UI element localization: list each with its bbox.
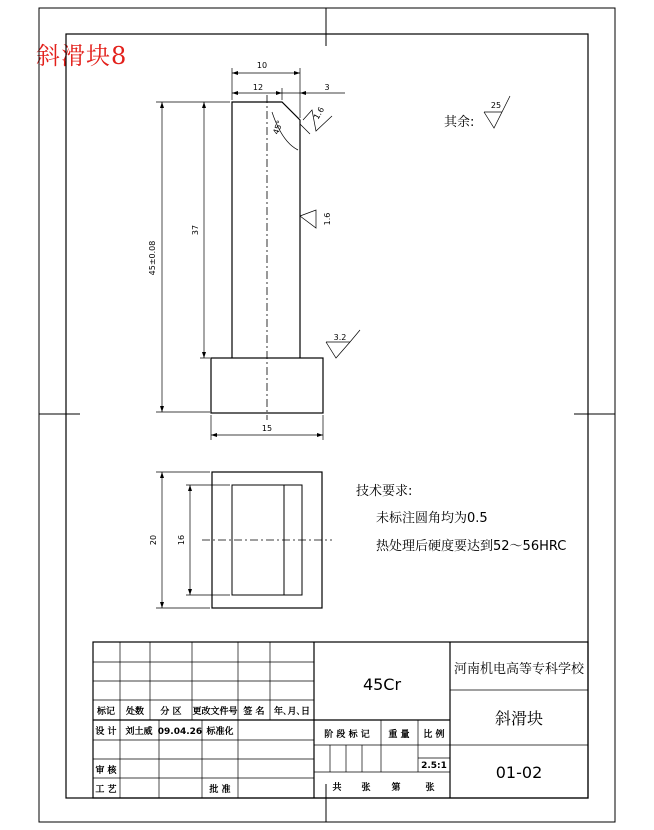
dim-top-width: 10 <box>256 61 268 70</box>
tb-process-label: 工 艺 <box>95 785 117 795</box>
tb-change-doc: 更改文件号 <box>192 707 238 717</box>
tb-mark: 标记 <box>96 707 116 717</box>
side-view <box>149 472 332 608</box>
tb-designer: 刘土威 <box>125 727 153 737</box>
tb-date: 年､月､日 <box>273 707 311 717</box>
dim-body-height: 37 <box>191 224 200 236</box>
tb-sheet-no-label: 第 <box>391 783 401 793</box>
tb-school: 河南机电高等专科学校 <box>453 662 585 677</box>
dim-total-height: 45±0.08 <box>148 240 157 276</box>
pin-body-outline <box>232 102 300 358</box>
tech-title: 技术要求: <box>356 484 413 499</box>
tech-line-2: 热处理后硬度要达到52～56HRC <box>376 539 567 554</box>
tb-sign: 签 名 <box>243 707 265 717</box>
tb-total-label: 共 <box>332 783 342 793</box>
dim-side-height: 20 <box>149 534 158 546</box>
roughness-other-label: 其余: <box>444 115 475 130</box>
dim-chamfer-angle: 45° <box>271 119 285 136</box>
tb-count: 处数 <box>125 707 145 717</box>
tb-stage-label: 阶 段 标 记 <box>324 730 370 740</box>
tb-review-label: 审 核 <box>95 766 117 776</box>
tb-design-date: 09.04.26 <box>157 727 203 737</box>
tb-scale-label: 比 例 <box>423 730 445 740</box>
roughness-other-value: 25 <box>490 101 502 110</box>
tb-approve-label: 批 准 <box>209 785 231 795</box>
tb-design-label: 设 计 <box>95 727 117 737</box>
dim-base-width: 15 <box>261 424 273 433</box>
roughness-base: 3.2 <box>333 333 347 342</box>
tech-line-1: 未标注圆角均为0.5 <box>376 511 488 526</box>
dim-chamfer-length: 3 <box>324 83 330 92</box>
tb-scale-value: 2.5:1 <box>421 761 447 771</box>
front-view <box>148 61 360 440</box>
tb-sheet-unit-label: 张 <box>425 783 435 793</box>
title-block <box>93 642 588 798</box>
dim-side-inner: 16 <box>177 534 186 546</box>
tb-part-name: 斜滑块 <box>494 709 544 728</box>
dim-inner-width: 12 <box>252 83 264 92</box>
tb-material: 45Cr <box>362 675 402 694</box>
tb-sheets-label: 张 <box>361 783 371 793</box>
tb-zone: 分 区 <box>160 707 182 717</box>
tb-standard-label: 标准化 <box>206 727 234 737</box>
drawing-corner-title: 斜滑块8 <box>36 42 128 70</box>
inner-frame <box>66 34 588 798</box>
tb-drawing-no: 01-02 <box>495 763 543 782</box>
tb-weight-label: 重 量 <box>388 730 410 740</box>
roughness-top: 1.6 <box>311 105 327 121</box>
roughness-side: 1.6 <box>323 212 332 226</box>
